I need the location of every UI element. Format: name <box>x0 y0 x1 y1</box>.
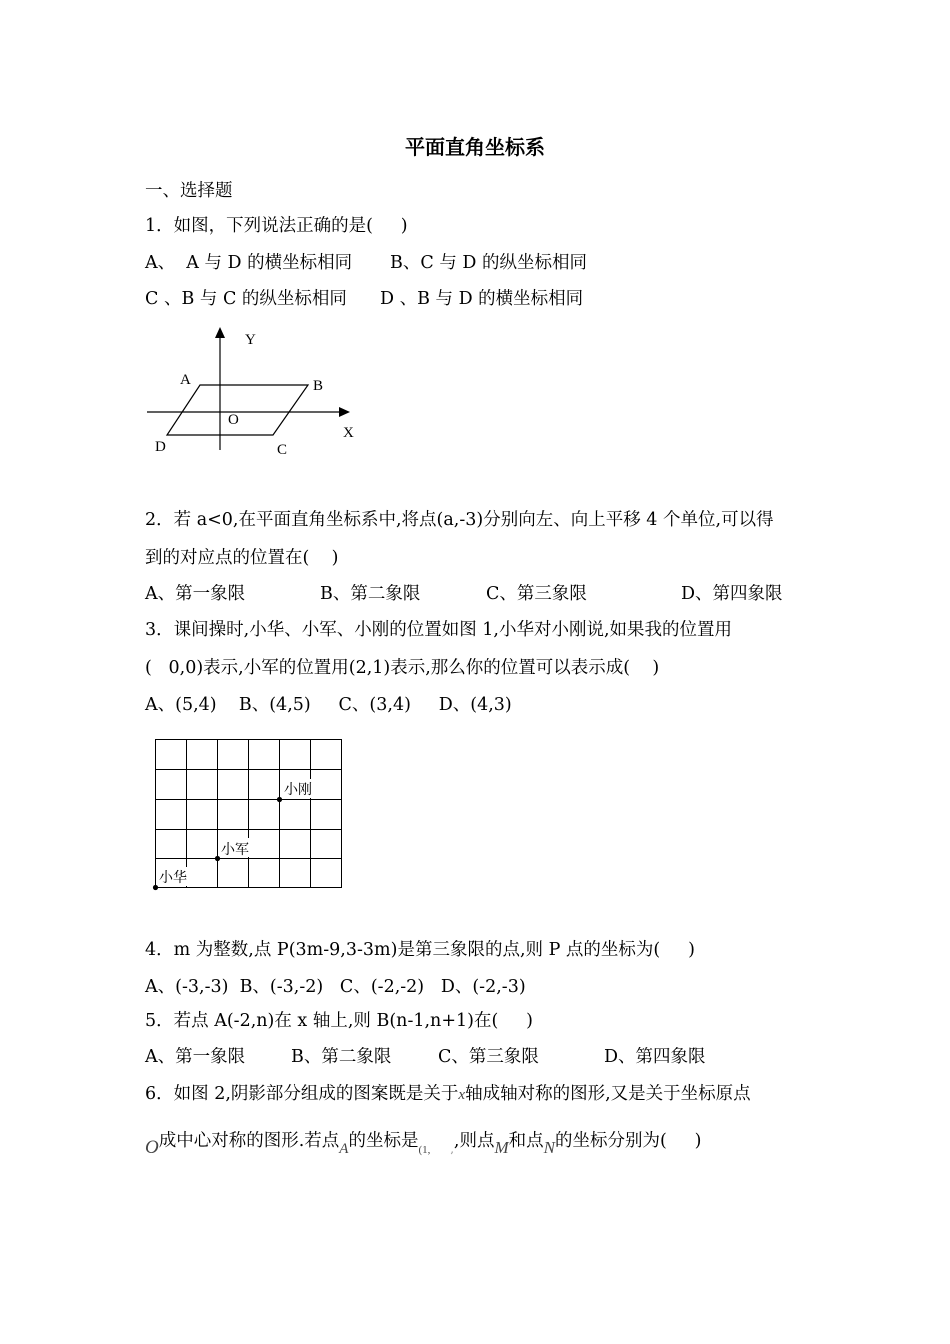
q6-text-g: 的坐标分别为( ) <box>554 1131 702 1151</box>
question-3-stem-line1: 3．课间操时,小华、小军、小刚的位置如图 1,小华对小刚说,如果我的位置用 <box>145 620 733 640</box>
section-heading: 一、选择题 <box>145 181 233 201</box>
q6-text-d: 的坐标是 <box>348 1131 419 1151</box>
q1-option-c: C 、B 与 C 的纵坐标相同 <box>145 289 347 309</box>
q3-xiaohua-label: 小华 <box>159 870 187 886</box>
q6-text-a: 6．如图 2,阴影部分组成的图案既是关于 <box>145 1084 459 1104</box>
q6-m-symbol: M <box>494 1138 509 1157</box>
q1-point-c-label: C <box>277 442 288 458</box>
question-6-stem-line2 <box>145 1131 702 1158</box>
q3-xiaohua-point <box>153 885 158 890</box>
question-2-stem-line2: 到的对应点的位置在( ) <box>145 548 339 568</box>
q3-grid-figure <box>150 734 350 894</box>
q1-x-label: X <box>343 425 354 441</box>
q3-options: A、(5,4) B、(4,5) C、(3,4) D、(4,3) <box>145 695 512 715</box>
question-2-stem-line1: 2．若 a<0,在平面直角坐标系中,将点(a,-3)分别向左、向上平移 4 个单位,可以得 <box>145 510 774 530</box>
q1-option-a: A、 A 与 D 的横坐标相同 <box>145 253 353 273</box>
q1-point-b-label: B <box>313 378 324 394</box>
q1-point-d-label: D <box>155 439 166 455</box>
q3-xiaojun-point <box>215 856 220 861</box>
q6-text-f: 和点 <box>508 1131 544 1151</box>
q3-xiaogang-label: 小刚 <box>284 782 312 798</box>
page-title: 平面直角坐标系 <box>405 135 545 159</box>
q1-option-d: D 、B 与 D 的横坐标相同 <box>380 289 584 309</box>
q3-xiaogang-point <box>277 797 282 802</box>
q5-option-c: C、第三象限 <box>438 1047 539 1067</box>
q5-option-a: A、第一象限 <box>145 1047 246 1067</box>
question-3-stem-line2: ( 0,0)表示,小军的位置用(2,1)表示,那么你的位置可以表示成( ) <box>145 658 660 678</box>
q2-option-a: A、第一象限 <box>145 584 246 604</box>
q6-text-c: 成中心对称的图形.若点 <box>158 1131 340 1151</box>
q1-option-b: B、C 与 D 的纵坐标相同 <box>390 253 587 273</box>
q6-comma: , <box>450 1143 454 1156</box>
q6-coordinate: (1, <box>418 1144 431 1156</box>
q1-x-axis <box>147 407 350 417</box>
question-4-stem: 4．m 为整数,点 P(3m-9,3-3m)是第三象限的点,则 P 点的坐标为( ) <box>145 940 695 960</box>
question-5-stem: 5．若点 A(-2,n)在 x 轴上,则 B(n-1,n+1)在( ) <box>145 1011 533 1031</box>
q5-option-b: B、第二象限 <box>291 1047 392 1067</box>
q1-figure <box>140 322 370 462</box>
q6-x-symbol: x <box>458 1087 466 1103</box>
question-1-stem: 1．如图，下列说法正确的是( ) <box>145 216 408 236</box>
q1-point-a-label: A <box>180 372 191 388</box>
q6-o-symbol: O <box>145 1137 159 1158</box>
q3-xiaojun-label: 小军 <box>221 842 249 858</box>
q2-option-b: B、第二象限 <box>320 584 421 604</box>
question-6-stem-line1 <box>145 1086 751 1104</box>
q6-text-b: 轴成轴对称的图形,又是关于坐标原点 <box>465 1084 751 1104</box>
q5-option-d: D、第四象限 <box>604 1047 706 1067</box>
q6-a-symbol: A <box>339 1141 349 1157</box>
q6-n-symbol: N <box>543 1138 555 1157</box>
q1-origin-label: O <box>228 412 239 428</box>
q4-options: A、(-3,-3) B、(-3,-2) C、(-2,-2) D、(-2,-3) <box>145 977 526 997</box>
q3-grid-lines <box>156 740 342 888</box>
q1-y-axis <box>215 327 225 450</box>
q1-y-label: Y <box>245 332 256 348</box>
q2-option-d: D、第四象限 <box>681 584 783 604</box>
q6-text-e: ,则点 <box>453 1131 495 1151</box>
q2-option-c: C、第三象限 <box>486 584 587 604</box>
